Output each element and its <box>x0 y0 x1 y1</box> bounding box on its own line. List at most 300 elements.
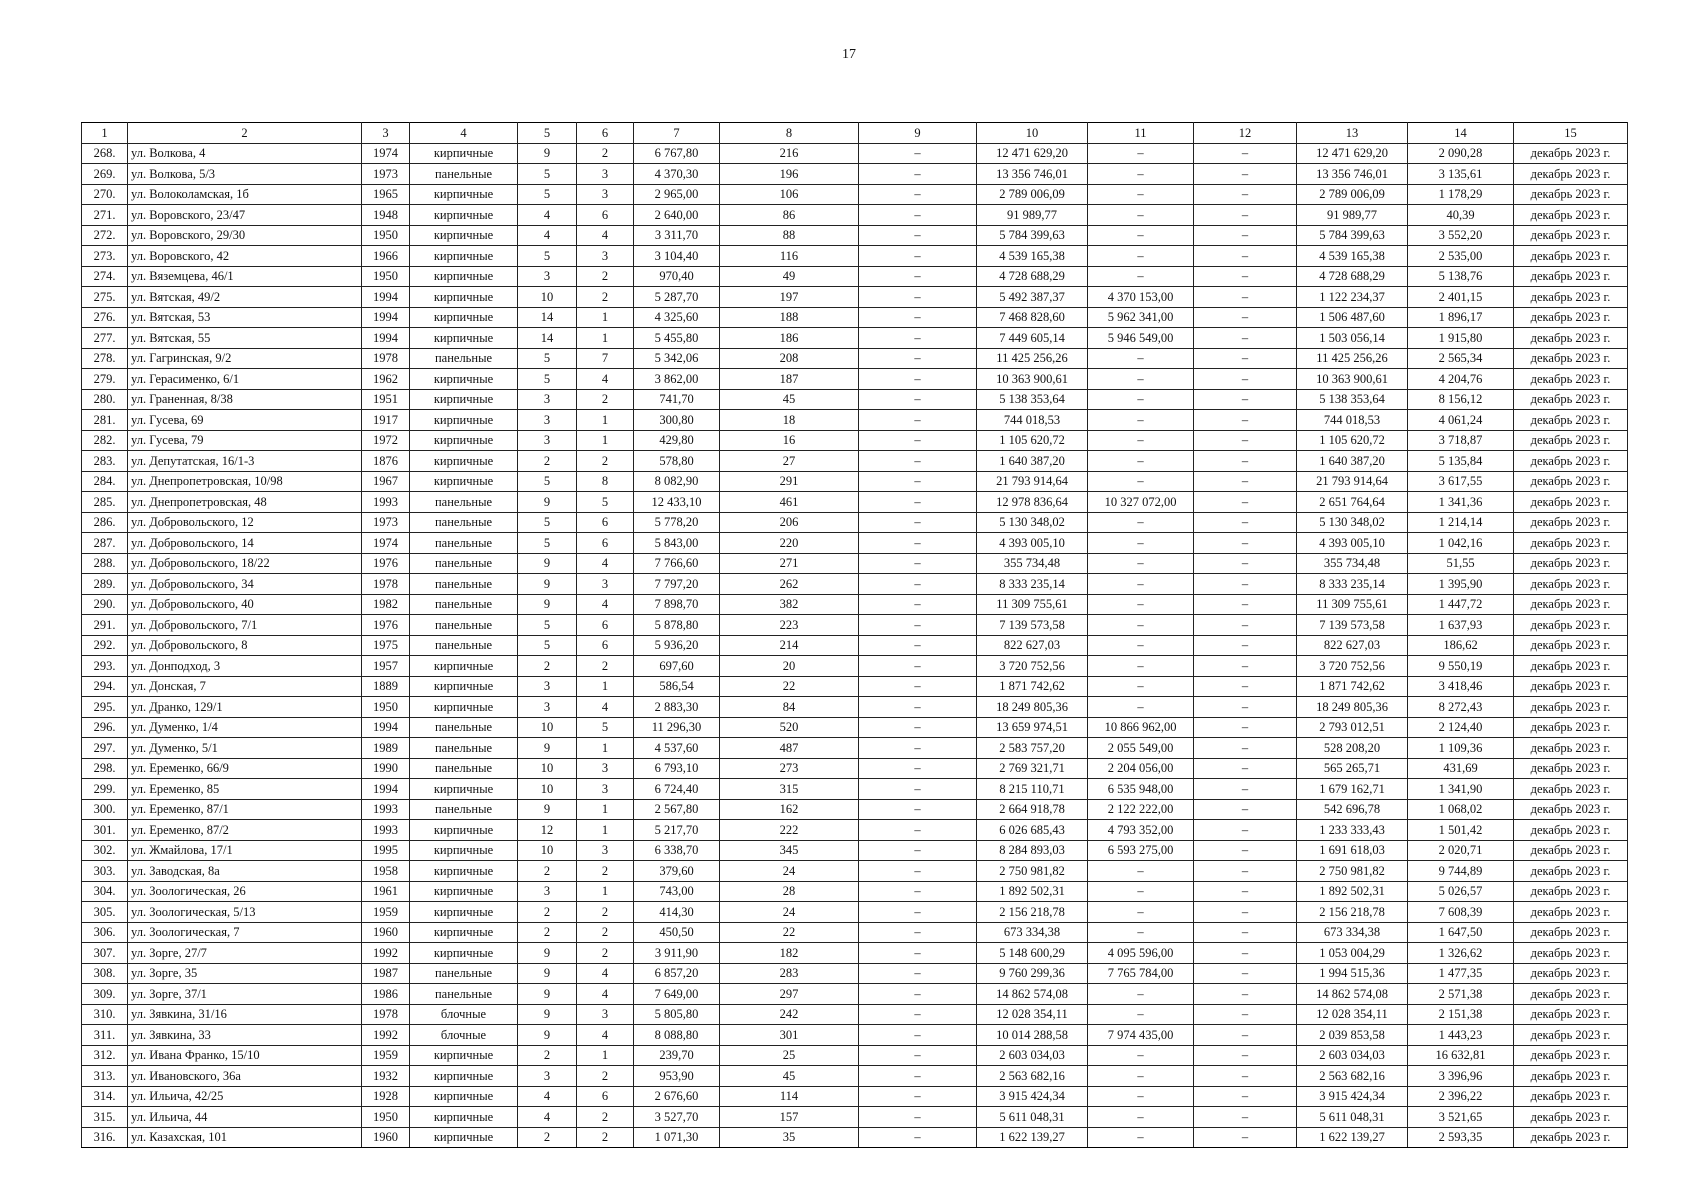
table-cell-col-12: – <box>1194 369 1297 390</box>
table-cell-col-1: 274. <box>82 266 128 287</box>
table-cell-col-4: кирпичные <box>410 184 518 205</box>
table-cell-col-11: – <box>1088 451 1194 472</box>
table-cell-col-9: – <box>859 963 977 984</box>
table-cell-col-3: 1992 <box>362 943 410 964</box>
table-cell-col-10: 7 449 605,14 <box>977 328 1088 349</box>
table-row <box>82 1025 1628 1046</box>
table-cell-col-4: кирпичные <box>410 656 518 677</box>
table-cell-col-10: 1 871 742,62 <box>977 676 1088 697</box>
table-cell-col-3: 1994 <box>362 717 410 738</box>
table-cell-col-8: 188 <box>720 307 859 328</box>
table-cell-col-11: 7 765 784,00 <box>1088 963 1194 984</box>
table-cell-col-13: 8 333 235,14 <box>1297 574 1408 595</box>
table-cell-col-7: 1 071,30 <box>634 1127 720 1148</box>
table-cell-col-4: кирпичные <box>410 205 518 226</box>
table-cell-col-14: 2 571,38 <box>1408 984 1514 1005</box>
table-cell-col-11: – <box>1088 410 1194 431</box>
table-cell-col-15: декабрь 2023 г. <box>1514 246 1628 267</box>
table-cell-col-9: – <box>859 389 977 410</box>
table-cell-col-9: – <box>859 717 977 738</box>
table-cell-col-10: 18 249 805,36 <box>977 697 1088 718</box>
table-cell-col-7: 8 082,90 <box>634 471 720 492</box>
table-cell-col-3: 1932 <box>362 1066 410 1087</box>
table-row <box>82 594 1628 615</box>
table-cell-col-8: 220 <box>720 533 859 554</box>
table-cell-col-12: – <box>1194 164 1297 185</box>
table-cell-col-6: 2 <box>577 266 634 287</box>
table-cell-col-9: – <box>859 184 977 205</box>
table-cell-col-7: 7 898,70 <box>634 594 720 615</box>
table-cell-col-11: – <box>1088 881 1194 902</box>
table-cell-col-3: 1974 <box>362 533 410 554</box>
table-row <box>82 902 1628 923</box>
table-cell-col-14: 186,62 <box>1408 635 1514 656</box>
table-cell-col-12: – <box>1194 779 1297 800</box>
table-row <box>82 246 1628 267</box>
table-cell-col-12: – <box>1194 143 1297 164</box>
table-cell-col-3: 1950 <box>362 225 410 246</box>
table-cell-col-3: 1951 <box>362 389 410 410</box>
table-cell-col-7: 7 649,00 <box>634 984 720 1005</box>
table-cell-col-14: 7 608,39 <box>1408 902 1514 923</box>
table-cell-col-8: 291 <box>720 471 859 492</box>
table-cell-col-5: 5 <box>518 184 577 205</box>
table-cell-col-5: 5 <box>518 471 577 492</box>
table-cell-col-7: 5 455,80 <box>634 328 720 349</box>
table-cell-col-11: – <box>1088 902 1194 923</box>
table-cell-col-3: 1995 <box>362 840 410 861</box>
table-cell-col-14: 431,69 <box>1408 758 1514 779</box>
table-cell-col-15: декабрь 2023 г. <box>1514 1127 1628 1148</box>
table-cell-col-3: 1974 <box>362 143 410 164</box>
table-cell-col-1: 268. <box>82 143 128 164</box>
table-cell-col-6: 6 <box>577 512 634 533</box>
table-cell-col-15: декабрь 2023 г. <box>1514 307 1628 328</box>
table-cell-col-5: 12 <box>518 820 577 841</box>
table-cell-col-11: – <box>1088 615 1194 636</box>
table-cell-col-13: 2 793 012,51 <box>1297 717 1408 738</box>
table-cell-col-6: 2 <box>577 1127 634 1148</box>
table-cell-col-8: 45 <box>720 389 859 410</box>
table-cell-col-11: – <box>1088 164 1194 185</box>
table-cell-col-4: панельные <box>410 635 518 656</box>
table-cell-col-7: 5 287,70 <box>634 287 720 308</box>
column-header-4: 4 <box>410 123 518 144</box>
table-cell-col-13: 1 122 234,37 <box>1297 287 1408 308</box>
table-cell-col-11: 6 593 275,00 <box>1088 840 1194 861</box>
table-cell-col-1: 312. <box>82 1045 128 1066</box>
table-cell-col-13: 12 471 629,20 <box>1297 143 1408 164</box>
table-cell-col-6: 6 <box>577 635 634 656</box>
table-row <box>82 697 1628 718</box>
table-cell-col-5: 3 <box>518 266 577 287</box>
table-cell-col-3: 1978 <box>362 574 410 595</box>
table-cell-col-9: – <box>859 512 977 533</box>
column-header-10: 10 <box>977 123 1088 144</box>
table-cell-col-9: – <box>859 205 977 226</box>
table-cell-col-5: 10 <box>518 779 577 800</box>
table-cell-col-3: 1950 <box>362 1107 410 1128</box>
table-cell-col-9: – <box>859 738 977 759</box>
table-cell-col-14: 2 401,15 <box>1408 287 1514 308</box>
table-cell-col-4: панельные <box>410 492 518 513</box>
table-cell-col-7: 414,30 <box>634 902 720 923</box>
table-cell-col-15: декабрь 2023 г. <box>1514 205 1628 226</box>
table-cell-col-12: – <box>1194 266 1297 287</box>
table-row <box>82 717 1628 738</box>
table-row <box>82 738 1628 759</box>
table-cell-col-14: 1 447,72 <box>1408 594 1514 615</box>
table-cell-col-4: кирпичные <box>410 266 518 287</box>
table-cell-col-4: кирпичные <box>410 246 518 267</box>
table-cell-col-14: 1 647,50 <box>1408 922 1514 943</box>
table-cell-col-14: 2 593,35 <box>1408 1127 1514 1148</box>
column-header-15: 15 <box>1514 123 1628 144</box>
table-cell-col-10: 9 760 299,36 <box>977 963 1088 984</box>
table-cell-col-8: 297 <box>720 984 859 1005</box>
table-cell-col-13: 13 356 746,01 <box>1297 164 1408 185</box>
table-row <box>82 840 1628 861</box>
table-cell-col-10: 673 334,38 <box>977 922 1088 943</box>
table-row <box>82 1086 1628 1107</box>
table-cell-col-1: 279. <box>82 369 128 390</box>
table-cell-col-13: 1 622 139,27 <box>1297 1127 1408 1148</box>
table-cell-col-12: – <box>1194 881 1297 902</box>
table-cell-col-11: – <box>1088 533 1194 554</box>
table-cell-col-3: 1889 <box>362 676 410 697</box>
table-cell-col-12: – <box>1194 512 1297 533</box>
table-cell-col-7: 3 311,70 <box>634 225 720 246</box>
table-cell-col-5: 4 <box>518 1107 577 1128</box>
table-cell-col-14: 1 068,02 <box>1408 799 1514 820</box>
table-cell-col-11: 10 866 962,00 <box>1088 717 1194 738</box>
table-row <box>82 1107 1628 1128</box>
table-cell-col-12: – <box>1194 287 1297 308</box>
table-cell-col-10: 8 284 893,03 <box>977 840 1088 861</box>
table-cell-col-15: декабрь 2023 г. <box>1514 820 1628 841</box>
table-cell-col-6: 3 <box>577 1004 634 1025</box>
table-cell-col-1: 294. <box>82 676 128 697</box>
table-cell-col-3: 1994 <box>362 307 410 328</box>
table-cell-col-5: 9 <box>518 492 577 513</box>
table-cell-col-3: 1972 <box>362 430 410 451</box>
table-cell-col-1: 310. <box>82 1004 128 1025</box>
table-row <box>82 553 1628 574</box>
table-cell-col-15: декабрь 2023 г. <box>1514 697 1628 718</box>
table-cell-col-11: – <box>1088 676 1194 697</box>
table-cell-col-14: 40,39 <box>1408 205 1514 226</box>
table-cell-col-2: ул. Еременко, 85 <box>128 779 362 800</box>
table-cell-col-9: – <box>859 635 977 656</box>
table-cell-col-4: кирпичные <box>410 1066 518 1087</box>
table-cell-col-11: 4 370 153,00 <box>1088 287 1194 308</box>
table-row <box>82 410 1628 431</box>
table-cell-col-6: 5 <box>577 717 634 738</box>
table-cell-col-6: 1 <box>577 881 634 902</box>
table-cell-col-5: 5 <box>518 246 577 267</box>
table-row <box>82 328 1628 349</box>
table-cell-col-8: 20 <box>720 656 859 677</box>
table-cell-col-6: 4 <box>577 369 634 390</box>
table-cell-col-10: 14 862 574,08 <box>977 984 1088 1005</box>
table-cell-col-5: 4 <box>518 1086 577 1107</box>
table-row <box>82 266 1628 287</box>
table-cell-col-10: 2 769 321,71 <box>977 758 1088 779</box>
table-cell-col-11: – <box>1088 635 1194 656</box>
table-cell-col-10: 21 793 914,64 <box>977 471 1088 492</box>
table-cell-col-13: 1 506 487,60 <box>1297 307 1408 328</box>
table-cell-col-6: 2 <box>577 943 634 964</box>
table-row <box>82 184 1628 205</box>
table-cell-col-6: 1 <box>577 307 634 328</box>
table-cell-col-7: 4 370,30 <box>634 164 720 185</box>
table-cell-col-10: 1 622 139,27 <box>977 1127 1088 1148</box>
table-cell-col-12: – <box>1194 389 1297 410</box>
table-cell-col-15: декабрь 2023 г. <box>1514 799 1628 820</box>
table-cell-col-2: ул. Ивановского, 36а <box>128 1066 362 1087</box>
table-cell-col-4: кирпичные <box>410 328 518 349</box>
table-cell-col-14: 3 718,87 <box>1408 430 1514 451</box>
table-cell-col-12: – <box>1194 328 1297 349</box>
table-cell-col-13: 673 334,38 <box>1297 922 1408 943</box>
table-cell-col-13: 4 539 165,38 <box>1297 246 1408 267</box>
table-cell-col-12: – <box>1194 1107 1297 1128</box>
table-cell-col-5: 9 <box>518 943 577 964</box>
table-cell-col-3: 1973 <box>362 512 410 533</box>
table-cell-col-13: 565 265,71 <box>1297 758 1408 779</box>
table-cell-col-12: – <box>1194 1025 1297 1046</box>
table-cell-col-7: 239,70 <box>634 1045 720 1066</box>
table-cell-col-11: 4 793 352,00 <box>1088 820 1194 841</box>
table-cell-col-1: 284. <box>82 471 128 492</box>
table-cell-col-5: 4 <box>518 225 577 246</box>
table-cell-col-13: 2 651 764,64 <box>1297 492 1408 513</box>
table-cell-col-2: ул. Дранко, 129/1 <box>128 697 362 718</box>
table-cell-col-14: 1 341,36 <box>1408 492 1514 513</box>
table-cell-col-2: ул. Зявкина, 31/16 <box>128 1004 362 1025</box>
table-cell-col-4: панельные <box>410 594 518 615</box>
table-cell-col-4: панельные <box>410 963 518 984</box>
column-header-7: 7 <box>634 123 720 144</box>
table-cell-col-2: ул. Добровольского, 18/22 <box>128 553 362 574</box>
table-cell-col-14: 8 156,12 <box>1408 389 1514 410</box>
table-cell-col-9: – <box>859 984 977 1005</box>
table-cell-col-2: ул. Заводская, 8а <box>128 861 362 882</box>
table-cell-col-6: 4 <box>577 697 634 718</box>
table-cell-col-14: 1 477,35 <box>1408 963 1514 984</box>
table-cell-col-12: – <box>1194 635 1297 656</box>
table-cell-col-6: 2 <box>577 389 634 410</box>
table-cell-col-2: ул. Воровского, 42 <box>128 246 362 267</box>
table-cell-col-15: декабрь 2023 г. <box>1514 1107 1628 1128</box>
table-cell-col-1: 313. <box>82 1066 128 1087</box>
table-cell-col-13: 11 309 755,61 <box>1297 594 1408 615</box>
table-cell-col-13: 2 603 034,03 <box>1297 1045 1408 1066</box>
table-cell-col-4: панельные <box>410 717 518 738</box>
table-cell-col-10: 1 640 387,20 <box>977 451 1088 472</box>
table-cell-col-2: ул. Волоколамская, 1б <box>128 184 362 205</box>
table-cell-col-2: ул. Зорге, 27/7 <box>128 943 362 964</box>
table-cell-col-3: 1957 <box>362 656 410 677</box>
table-cell-col-6: 3 <box>577 758 634 779</box>
table-cell-col-2: ул. Вятская, 55 <box>128 328 362 349</box>
table-cell-col-13: 1 233 333,43 <box>1297 820 1408 841</box>
table-cell-col-9: – <box>859 697 977 718</box>
table-cell-col-4: блочные <box>410 1004 518 1025</box>
table-cell-col-14: 2 124,40 <box>1408 717 1514 738</box>
table-cell-col-8: 208 <box>720 348 859 369</box>
table-cell-col-14: 1 109,36 <box>1408 738 1514 759</box>
table-cell-col-15: декабрь 2023 г. <box>1514 512 1628 533</box>
table-cell-col-13: 542 696,78 <box>1297 799 1408 820</box>
table-row <box>82 451 1628 472</box>
table-cell-col-7: 5 843,00 <box>634 533 720 554</box>
table-cell-col-11: – <box>1088 225 1194 246</box>
table-cell-col-7: 578,80 <box>634 451 720 472</box>
table-cell-col-11: – <box>1088 594 1194 615</box>
table-cell-col-7: 6 338,70 <box>634 840 720 861</box>
column-header-14: 14 <box>1408 123 1514 144</box>
table-cell-col-6: 2 <box>577 902 634 923</box>
table-cell-col-8: 22 <box>720 676 859 697</box>
table-cell-col-10: 8 333 235,14 <box>977 574 1088 595</box>
table-cell-col-15: декабрь 2023 г. <box>1514 615 1628 636</box>
table-cell-col-1: 272. <box>82 225 128 246</box>
table-cell-col-7: 5 805,80 <box>634 1004 720 1025</box>
table-cell-col-1: 315. <box>82 1107 128 1128</box>
table-row <box>82 635 1628 656</box>
table-cell-col-4: кирпичные <box>410 820 518 841</box>
table-cell-col-10: 2 664 918,78 <box>977 799 1088 820</box>
table-cell-col-8: 49 <box>720 266 859 287</box>
table-cell-col-5: 3 <box>518 430 577 451</box>
table-cell-col-10: 13 356 746,01 <box>977 164 1088 185</box>
table-cell-col-3: 1966 <box>362 246 410 267</box>
table-cell-col-11: – <box>1088 922 1194 943</box>
table-cell-col-2: ул. Ильича, 44 <box>128 1107 362 1128</box>
table-cell-col-12: – <box>1194 1045 1297 1066</box>
table-cell-col-5: 14 <box>518 328 577 349</box>
table-cell-col-1: 269. <box>82 164 128 185</box>
table-cell-col-4: панельные <box>410 758 518 779</box>
table-cell-col-4: кирпичные <box>410 1086 518 1107</box>
table-cell-col-14: 8 272,43 <box>1408 697 1514 718</box>
table-cell-col-1: 273. <box>82 246 128 267</box>
table-cell-col-11: – <box>1088 143 1194 164</box>
table-cell-col-1: 276. <box>82 307 128 328</box>
table-cell-col-15: декабрь 2023 г. <box>1514 943 1628 964</box>
table-cell-col-12: – <box>1194 594 1297 615</box>
table-cell-col-9: – <box>859 758 977 779</box>
table-cell-col-5: 2 <box>518 656 577 677</box>
table-cell-col-2: ул. Зорге, 37/1 <box>128 984 362 1005</box>
table-cell-col-2: ул. Волкова, 4 <box>128 143 362 164</box>
table-cell-col-3: 1993 <box>362 820 410 841</box>
table-cell-col-12: – <box>1194 615 1297 636</box>
table-cell-col-3: 1967 <box>362 471 410 492</box>
table-cell-col-7: 6 767,80 <box>634 143 720 164</box>
table-cell-col-8: 88 <box>720 225 859 246</box>
table-cell-col-9: – <box>859 164 977 185</box>
table-cell-col-7: 8 088,80 <box>634 1025 720 1046</box>
table-cell-col-2: ул. Вяземцева, 46/1 <box>128 266 362 287</box>
table-cell-col-4: кирпичные <box>410 1045 518 1066</box>
table-cell-col-11: 2 055 549,00 <box>1088 738 1194 759</box>
table-cell-col-1: 297. <box>82 738 128 759</box>
table-cell-col-3: 1958 <box>362 861 410 882</box>
table-cell-col-15: декабрь 2023 г. <box>1514 164 1628 185</box>
table-cell-col-10: 4 539 165,38 <box>977 246 1088 267</box>
table-cell-col-9: – <box>859 1045 977 1066</box>
table-cell-col-13: 1 503 056,14 <box>1297 328 1408 349</box>
table-cell-col-2: ул. Думенко, 1/4 <box>128 717 362 738</box>
table-cell-col-15: декабрь 2023 г. <box>1514 1066 1628 1087</box>
table-cell-col-5: 9 <box>518 799 577 820</box>
table-cell-col-9: – <box>859 348 977 369</box>
table-cell-col-7: 7 766,60 <box>634 553 720 574</box>
table-cell-col-5: 2 <box>518 451 577 472</box>
table-cell-col-11: – <box>1088 1107 1194 1128</box>
table-cell-col-11: – <box>1088 205 1194 226</box>
table-cell-col-4: кирпичные <box>410 922 518 943</box>
table-cell-col-3: 1976 <box>362 553 410 574</box>
table-row <box>82 799 1628 820</box>
table-cell-col-7: 2 640,00 <box>634 205 720 226</box>
table-cell-col-9: – <box>859 143 977 164</box>
table-cell-col-10: 11 425 256,26 <box>977 348 1088 369</box>
table-cell-col-7: 970,40 <box>634 266 720 287</box>
table-cell-col-15: декабрь 2023 г. <box>1514 430 1628 451</box>
table-cell-col-13: 1 892 502,31 <box>1297 881 1408 902</box>
table-cell-col-7: 5 936,20 <box>634 635 720 656</box>
table-cell-col-15: декабрь 2023 г. <box>1514 717 1628 738</box>
table-cell-col-14: 9 744,89 <box>1408 861 1514 882</box>
table-cell-col-14: 1 395,90 <box>1408 574 1514 595</box>
table-cell-col-13: 21 793 914,64 <box>1297 471 1408 492</box>
table-cell-col-1: 305. <box>82 902 128 923</box>
table-cell-col-5: 3 <box>518 676 577 697</box>
table-cell-col-2: ул. Добровольского, 14 <box>128 533 362 554</box>
table-cell-col-8: 283 <box>720 963 859 984</box>
table-cell-col-13: 3 915 424,34 <box>1297 1086 1408 1107</box>
table-cell-col-4: панельные <box>410 512 518 533</box>
table-cell-col-5: 4 <box>518 205 577 226</box>
table-cell-col-15: декабрь 2023 г. <box>1514 328 1628 349</box>
table-cell-col-5: 9 <box>518 738 577 759</box>
table-cell-col-2: ул. Ивана Франко, 15/10 <box>128 1045 362 1066</box>
table-cell-col-10: 5 784 399,63 <box>977 225 1088 246</box>
table-cell-col-10: 5 611 048,31 <box>977 1107 1088 1128</box>
table-cell-col-15: декабрь 2023 г. <box>1514 1045 1628 1066</box>
column-header-3: 3 <box>362 123 410 144</box>
table-cell-col-12: – <box>1194 738 1297 759</box>
table-cell-col-10: 11 309 755,61 <box>977 594 1088 615</box>
table-cell-col-2: ул. Вятская, 53 <box>128 307 362 328</box>
table-cell-col-5: 9 <box>518 963 577 984</box>
table-cell-col-1: 316. <box>82 1127 128 1148</box>
table-cell-col-1: 288. <box>82 553 128 574</box>
table-cell-col-3: 1978 <box>362 1004 410 1025</box>
table-cell-col-8: 345 <box>720 840 859 861</box>
table-cell-col-7: 3 104,40 <box>634 246 720 267</box>
table-cell-col-1: 299. <box>82 779 128 800</box>
table-row <box>82 348 1628 369</box>
table-cell-col-14: 4 204,76 <box>1408 369 1514 390</box>
table-cell-col-12: – <box>1194 717 1297 738</box>
table-cell-col-2: ул. Думенко, 5/1 <box>128 738 362 759</box>
buildings-table <box>81 122 1628 1148</box>
table-cell-col-12: – <box>1194 1004 1297 1025</box>
